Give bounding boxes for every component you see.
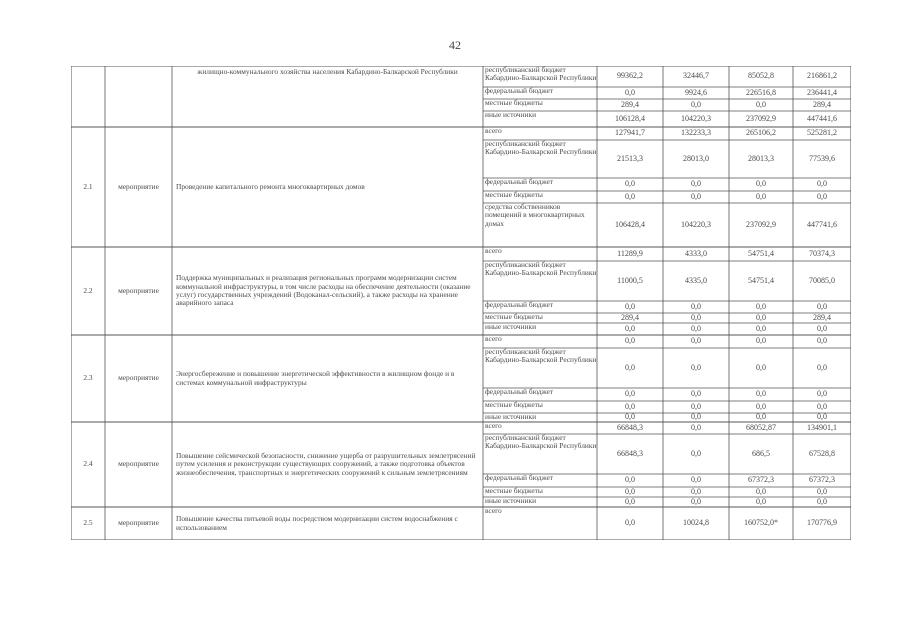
source-label: федеральный бюджет [485,474,554,482]
value-cell: 0,0 [625,487,635,496]
value-cell: 0,0 [625,301,635,311]
value-cell: 104220,3 [681,113,711,123]
item-description: Поддержка муниципальных и реализация региональных программ модернизации систем коммунальной инфраструктуры, в том числе расходы на обеспечение деятельности (оказание услуг) государственных учреждений (Водоканал-сельский), а также расходы на хранение аварийного запаса [176,273,471,308]
item-number: 2.1 [83,181,93,191]
value-cell: 67528,8 [809,448,835,458]
value-cell: 0,0 [756,389,766,399]
value-cell: 28013,3 [748,153,774,163]
value-cell: 0,0 [756,362,766,372]
value-cell: 67372,3 [748,475,774,485]
value-cell: 237092,9 [746,113,776,123]
source-label: республиканский бюджет Кабардино-Балкарской Республики [485,348,597,365]
item-description: жилищно-коммунального хозяйства населения Кабардино-Балкарской Республики [197,68,458,76]
value-cell: 447741,6 [807,219,837,229]
value-cell: 106428,4 [615,219,645,229]
source-label: местные бюджеты [485,487,543,495]
source-label: республиканский бюджет Кабардино-Балкарской Республики [485,140,597,157]
value-cell: 32446,7 [683,71,709,81]
value-cell: 0,0 [691,362,701,372]
value-cell: 0,0 [756,413,766,422]
value-cell: 289,4 [621,99,639,109]
source-label: местные бюджеты [485,313,543,321]
source-label: иные источники [485,413,537,421]
value-cell: 0,0 [691,487,701,496]
value-cell: 0,0 [756,179,766,189]
value-cell: 0,0 [817,301,827,311]
value-cell: 0,0 [625,179,635,189]
source-label: иные источники [485,323,537,331]
value-cell: 0,0 [756,191,766,201]
item-type: мероприятие [118,518,159,528]
value-cell: 67372,3 [809,475,835,485]
value-cell: 0,0 [691,323,701,333]
value-cell: 66848,3 [617,448,643,458]
value-cell: 9924,6 [685,87,707,97]
value-cell: 0,0 [691,401,701,411]
source-label: иные источники [485,497,537,505]
value-cell: 99362,2 [617,71,643,81]
value-cell: 4335,0 [685,275,707,285]
item-type: мероприятие [118,181,159,191]
item-description: Проведение капитального ремонта многоквартирных домов [176,181,365,191]
value-cell: 0,0 [756,401,766,411]
value-cell: 0,0 [756,497,766,506]
value-cell: 289,4 [813,99,831,109]
value-cell: 0,0 [691,301,701,311]
item-description: Энергосбережение и повышение энергетической эффективности в жилищном фонде и в системах коммунальной инфраструктуры [176,369,455,387]
value-cell: 0,0 [756,336,766,346]
value-cell: 0,0 [817,497,827,506]
item-type: мероприятие [118,373,159,383]
item-description: Повышение сейсмической безопасности, снижение ущерба от разрушительных землетрясений путем усиления и реконструкции существующих сооружений, а также подготовка объектов жизнеобеспечения, транспортных и энергетических сооружений к сильным землетрясениям [176,450,476,477]
value-cell: 70085,0 [809,275,835,285]
value-cell: 106128,4 [615,113,645,123]
value-cell: 0,0 [817,401,827,411]
value-cell: 0,0 [756,487,766,496]
value-cell: 0,0 [625,413,635,422]
value-cell: 0,0 [756,313,766,322]
value-cell: 0,0 [625,475,635,485]
value-cell: 0,0 [691,497,701,506]
source-label: местные бюджеты [485,99,543,107]
page-number: 42 [449,38,461,52]
value-cell: 0,0 [817,413,827,422]
value-cell: 0,0 [817,323,827,333]
value-cell: 77539,6 [809,153,835,163]
item-number: 2.3 [83,373,93,383]
value-cell: 0,0 [817,362,827,372]
value-cell: 0,0 [756,323,766,333]
source-label: всего [485,127,502,135]
value-cell: 127941,7 [615,128,645,138]
item-type: мероприятие [118,285,159,295]
value-cell: 289,4 [813,313,831,322]
value-cell: 0,0 [691,191,701,201]
source-label: всего [485,422,502,430]
item-number: 2.2 [83,285,93,295]
value-cell: 0,0 [691,422,701,432]
value-cell: 0,0 [756,99,766,109]
value-cell: 226516,8 [746,87,776,97]
value-cell: 134901,1 [807,422,837,432]
value-cell: 0,0 [625,362,635,372]
value-cell: 10024,8 [683,518,709,528]
value-cell: 28013,0 [683,153,709,163]
value-cell: 686,5 [752,448,770,458]
value-cell: 66848,3 [617,422,643,432]
value-cell: 21513,3 [617,153,643,163]
value-cell: 0,0 [691,313,701,322]
value-cell: 237092,9 [746,219,776,229]
value-cell: 525281,2 [807,128,837,138]
value-cell: 54751,4 [748,248,774,258]
value-cell: 54751,4 [748,275,774,285]
source-label: всего [485,335,502,343]
value-cell: 132233,3 [681,128,711,138]
value-cell: 0,0 [817,191,827,201]
value-cell: 11289,9 [617,248,643,258]
value-cell: 0,0 [625,336,635,346]
value-cell: 0,0 [691,99,701,109]
value-cell: 0,0 [691,413,701,422]
value-cell: 0,0 [625,87,635,97]
source-label: федеральный бюджет [485,301,554,309]
value-cell: 289,4 [621,313,639,322]
value-cell: 0,0 [625,401,635,411]
value-cell: 0,0 [817,389,827,399]
value-cell: 70374,3 [809,248,835,258]
value-cell: 0,0 [691,389,701,399]
item-number: 2.5 [83,518,93,528]
source-label: местные бюджеты [485,191,543,199]
item-type: мероприятие [118,459,159,469]
value-cell: 170776,9 [807,518,837,528]
value-cell: 0,0 [691,448,701,458]
value-cell: 0,0 [625,518,635,528]
value-cell: 265106,2 [746,128,776,138]
value-cell: 68052,87 [746,422,776,432]
source-label: республиканский бюджет Кабардино-Балкарской Республики [485,434,597,451]
value-cell: 0,0 [756,301,766,311]
source-label: всего [485,507,502,515]
value-cell: 0,0 [817,336,827,346]
value-cell: 0,0 [625,497,635,506]
value-cell: 160752,0* [744,518,778,528]
value-cell: 85052,8 [748,71,774,81]
value-cell: 0,0 [691,475,701,485]
source-label: республиканский бюджет Кабардино-Балкарской Республики [485,261,597,278]
source-label: республиканский бюджет Кабардино-Балкарской Республики [485,66,597,83]
value-cell: 11000,5 [617,275,643,285]
source-label: местные бюджеты [485,401,543,409]
value-cell: 447441,6 [807,113,837,123]
value-cell: 236441,4 [807,87,837,97]
source-label: федеральный бюджет [485,87,554,95]
source-label: средства собственников помещений в многоквартирных домах [485,203,585,228]
value-cell: 0,0 [625,191,635,201]
source-label: федеральный бюджет [485,178,554,186]
value-cell: 4333,0 [685,248,707,258]
item-description: Повышение качества питьевой воды посредством модернизации систем водоснабжения с использованием [176,514,458,532]
value-cell: 0,0 [625,389,635,399]
value-cell: 104220,3 [681,219,711,229]
value-cell: 0,0 [817,487,827,496]
source-label: всего [485,247,502,255]
source-label: федеральный бюджет [485,388,554,396]
value-cell: 0,0 [691,179,701,189]
value-cell: 0,0 [817,179,827,189]
item-number: 2.4 [83,459,93,469]
budget-table [71,66,851,540]
value-cell: 216861,2 [807,71,837,81]
value-cell: 0,0 [625,323,635,333]
value-cell: 0,0 [691,336,701,346]
source-label: иные источники [485,111,537,119]
